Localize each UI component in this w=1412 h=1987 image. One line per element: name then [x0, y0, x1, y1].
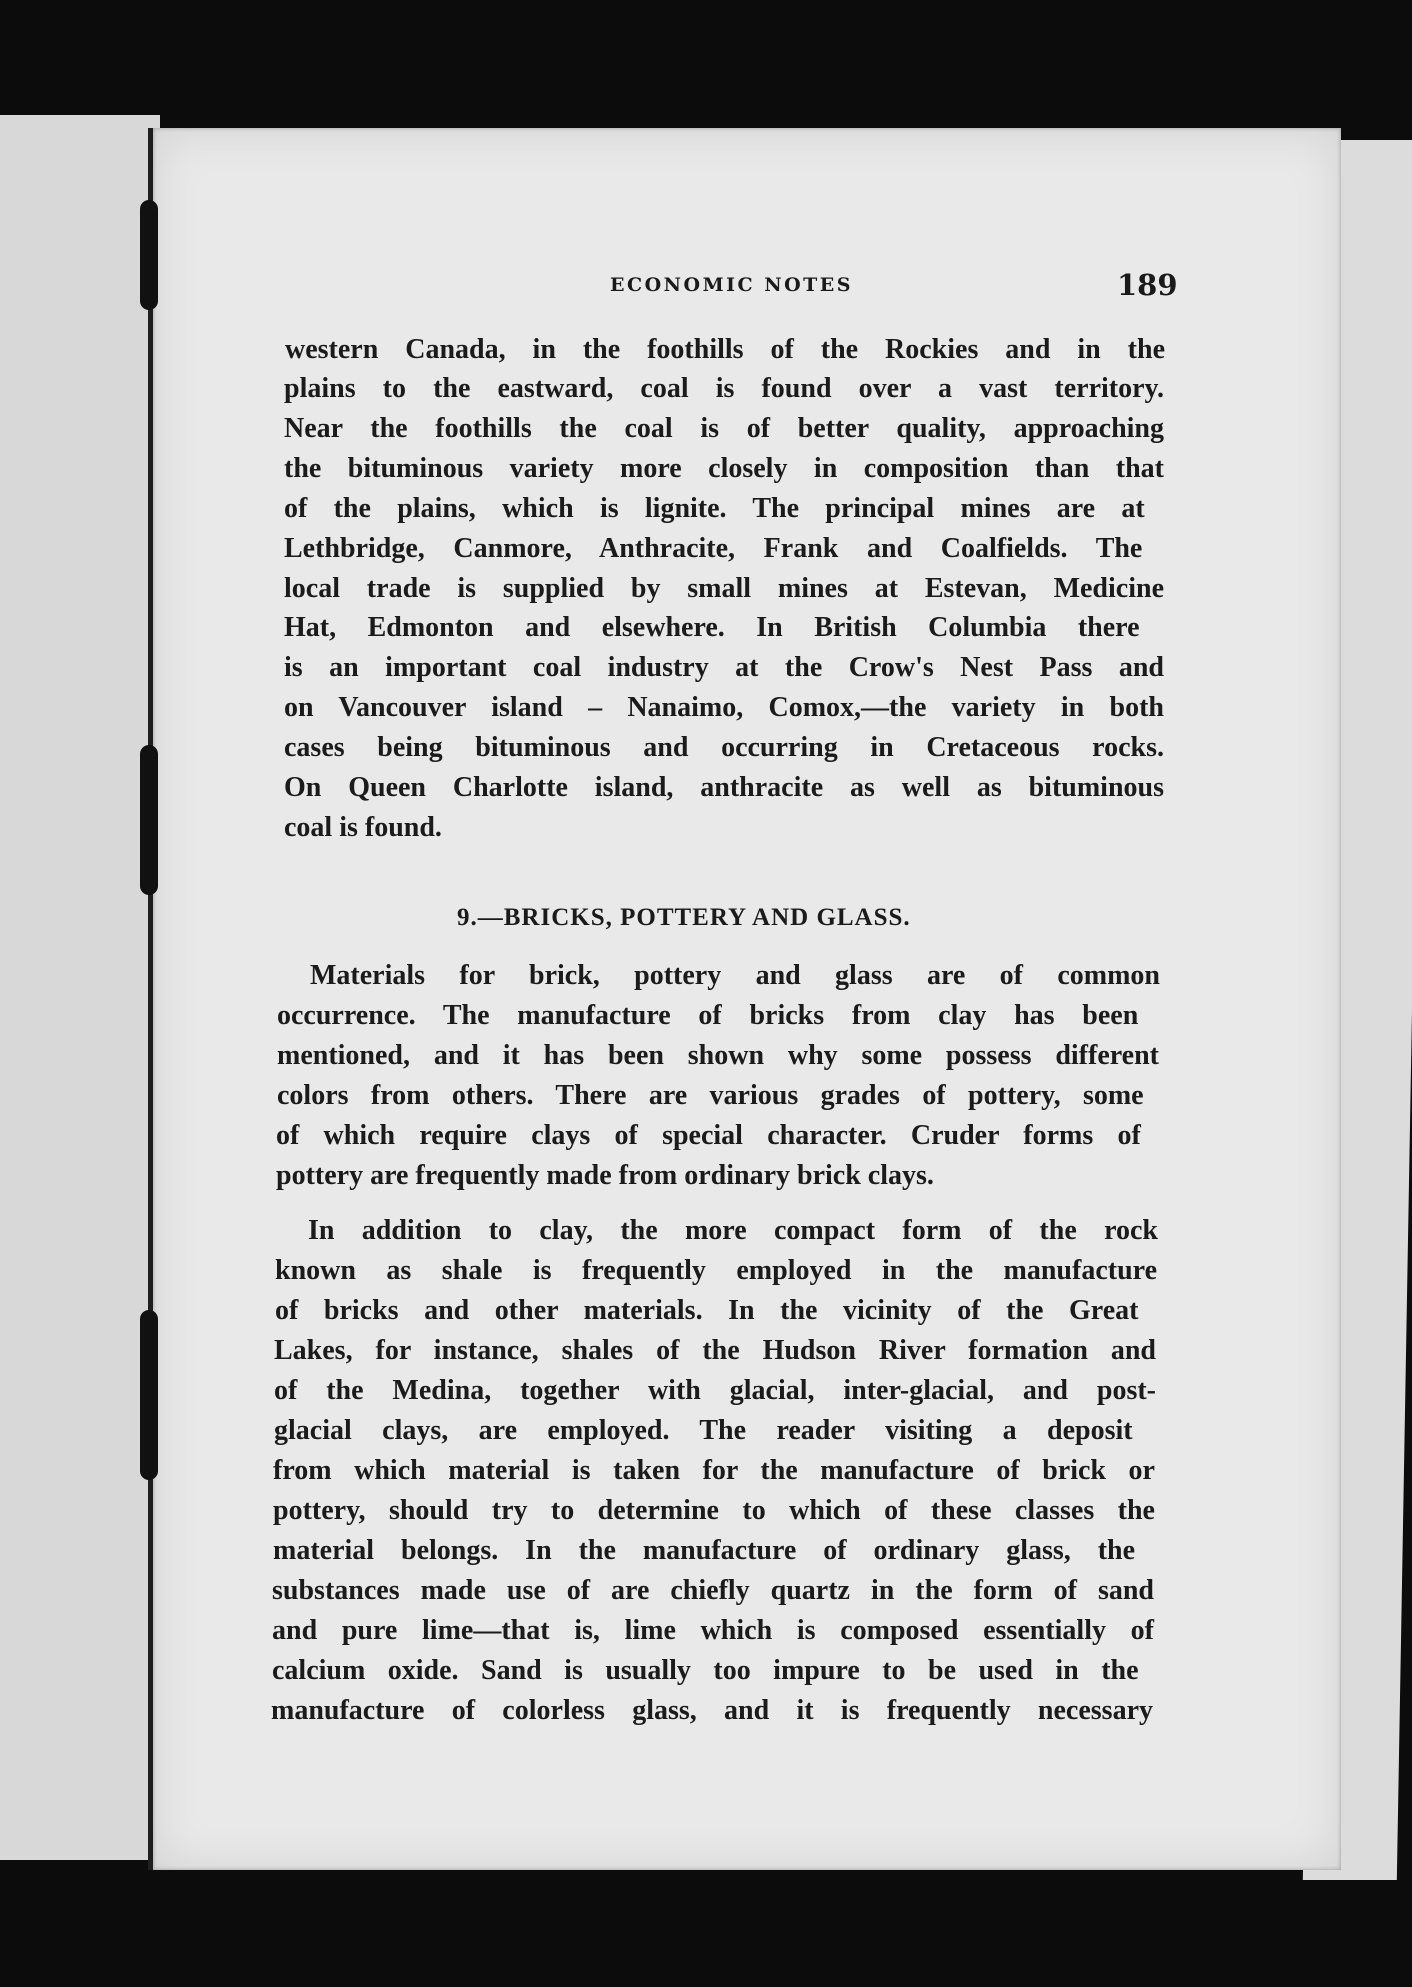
body-line: pottery are frequently made from ordinary brick clays. [276, 1160, 934, 1191]
binding-thread-mark [140, 1310, 158, 1480]
body-line: Lethbridge, Canmore, Anthracite, Frank and Coalfields. The [284, 533, 1143, 564]
body-line: Materials for brick, pottery and glass are of common [310, 960, 1160, 991]
facing-page-edge [0, 115, 160, 1860]
body-line: manufacture of colorless glass, and it is frequently necessary [271, 1695, 1153, 1726]
body-line: In addition to clay, the more compact form of the rock [308, 1215, 1158, 1246]
binding-thread-mark [140, 745, 158, 895]
body-line: and pure lime—that is, lime which is composed essentially of [272, 1615, 1154, 1646]
body-line: cases being bituminous and occurring in Cretaceous rocks. [284, 732, 1164, 763]
body-line: Lakes, for instance, shales of the Hudson River formation and [274, 1335, 1156, 1366]
body-line: of the plains, which is lignite. The principal mines are at [284, 493, 1145, 524]
body-line: pottery, should try to determine to which of these classes the [273, 1495, 1155, 1526]
body-line: Hat, Edmonton and elsewhere. In British Columbia there [284, 612, 1140, 643]
body-line: substances made use of are chiefly quartz in the form of sand [272, 1575, 1154, 1606]
body-line: known as shale is frequently employed in the manufacture [275, 1255, 1157, 1286]
body-line: the bituminous variety more closely in composition than that [284, 453, 1164, 484]
body-line: is an important coal industry at the Crow's Nest Pass and [284, 652, 1164, 683]
body-line: plains to the eastward, coal is found over a vast territory. [284, 373, 1164, 404]
body-line: of which require clays of special character. Cruder forms of [276, 1120, 1141, 1151]
section-heading: 9.—BRICKS, POTTERY AND GLASS. [457, 904, 911, 931]
body-line: local trade is supplied by small mines at Estevan, Medicine [284, 573, 1164, 604]
body-line: occurrence. The manufacture of bricks from clay has been [277, 1000, 1139, 1031]
body-line: western Canada, in the foothills of the Rockies and in the [285, 334, 1165, 365]
body-line: calcium oxide. Sand is usually too impure to be used in the [272, 1655, 1139, 1686]
body-line: of bricks and other materials. In the vicinity of the Great [275, 1295, 1139, 1326]
body-line: glacial clays, are employed. The reader visiting a deposit [274, 1415, 1133, 1446]
body-line: of the Medina, together with glacial, inter-glacial, and post- [274, 1375, 1156, 1406]
body-line: coal is found. [284, 812, 442, 843]
body-line: On Queen Charlotte island, anthracite as well as bituminous [284, 772, 1164, 803]
running-head: ECONOMIC NOTES [610, 274, 853, 296]
body-line: colors from others. There are various grades of pottery, some [277, 1080, 1144, 1111]
body-line: from which material is taken for the manufacture of brick or [273, 1455, 1155, 1486]
body-line: mentioned, and it has been shown why some possess different [277, 1040, 1159, 1071]
body-line: on Vancouver island – Nanaimo, Comox,—the variety in both [284, 692, 1164, 723]
page-number: 189 [1117, 268, 1178, 302]
body-line: material belongs. In the manufacture of ordinary glass, the [273, 1535, 1136, 1566]
body-line: Near the foothills the coal is of better quality, approaching [284, 413, 1164, 444]
binding-thread-mark [140, 200, 158, 310]
